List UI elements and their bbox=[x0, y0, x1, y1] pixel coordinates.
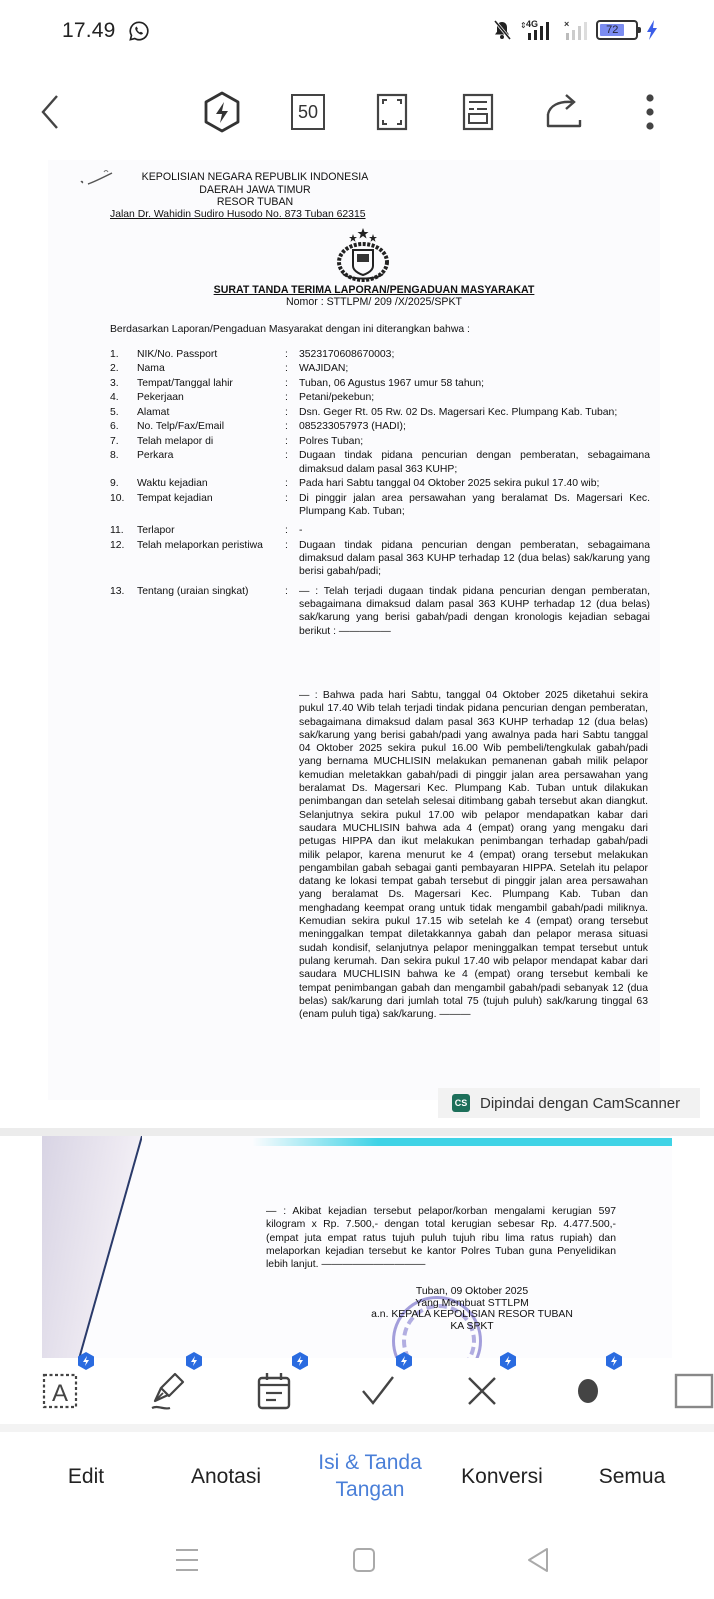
svg-text:⇕: ⇕ bbox=[520, 21, 527, 30]
field-row: 9. Waktu kejadian : Pada hari Sabtu tanggal 04 Oktober 2025 sekira pukul 17.40 wib; bbox=[110, 478, 600, 490]
svg-text:4G: 4G bbox=[526, 19, 539, 29]
sign-on-behalf: a.n. KEPALA KEPOLISIAN RESOR TUBAN bbox=[371, 1309, 573, 1320]
document-number: Nomor : STTLPM/ 209 /X/2025/SPKT bbox=[285, 296, 463, 308]
dot-icon bbox=[576, 1377, 600, 1405]
camscanner-logo-icon: CS bbox=[452, 1094, 470, 1112]
sign-role: Yang Membuat STTLPM bbox=[415, 1297, 529, 1309]
watermark-text: Dipindai dengan CamScanner bbox=[480, 1094, 681, 1112]
page-layout-icon bbox=[462, 93, 494, 131]
back-triangle-icon bbox=[525, 1546, 551, 1574]
document-page-1[interactable] bbox=[48, 160, 660, 1100]
letterhead-line-2: DAERAH JAWA TIMUR bbox=[199, 183, 311, 196]
letterhead bbox=[130, 171, 380, 209]
back-button[interactable] bbox=[28, 90, 72, 134]
section-divider bbox=[0, 1424, 714, 1432]
mute-icon bbox=[492, 19, 512, 41]
field-row: 8. Perkara : Dugaan tindak pidana pencurian dengan pemberatan, sebagaimana dimaksud dalam pasal 363 KUHP; bbox=[110, 450, 650, 475]
field-row: 5. Alamat : Dsn. Geger Rt. 05 Rw. 02 Ds. Magersari Kec. Plumpang Kab. Tuban; bbox=[110, 406, 618, 418]
scan-edge-highlight bbox=[252, 1138, 672, 1146]
system-back-button[interactable] bbox=[518, 1542, 558, 1578]
svg-text:A: A bbox=[51, 1380, 69, 1407]
field-row: 4. Pekerjaan : Petani/pekebun; bbox=[110, 392, 375, 404]
cross-tool[interactable] bbox=[454, 1366, 510, 1416]
tab-edit[interactable]: Edit bbox=[67, 1464, 105, 1488]
calendar-icon bbox=[256, 1371, 292, 1411]
share-button[interactable] bbox=[542, 90, 586, 134]
document-title: SURAT TANDA TERIMA LAPORAN/PENGADUAN MASYARAKAT bbox=[213, 284, 535, 296]
document-page-2[interactable] bbox=[42, 1136, 672, 1360]
rectangle-icon bbox=[672, 1371, 714, 1411]
battery-level: 72 bbox=[600, 24, 624, 36]
sign-date: Tuban, 09 Oktober 2025 bbox=[415, 1286, 529, 1297]
text-box-icon bbox=[42, 1372, 78, 1410]
home-button[interactable] bbox=[344, 1542, 384, 1578]
checkmark-tool[interactable] bbox=[350, 1366, 406, 1416]
system-navigation-bar bbox=[0, 1520, 714, 1599]
cross-icon bbox=[466, 1375, 498, 1407]
tab-fill-sign[interactable]: Isi & Tanda Tangan bbox=[318, 1451, 422, 1501]
signature-tool[interactable] bbox=[140, 1366, 196, 1416]
more-vertical-icon bbox=[645, 93, 655, 131]
signal-icon bbox=[520, 18, 554, 42]
view-mode-button[interactable] bbox=[456, 90, 500, 134]
status-time: 17.49 bbox=[62, 19, 116, 42]
field-row: 13. Tentang (uraian singkat) : — : Telah terjadi dugaan tindak pidana pencurian dengan pemberatan, sebagaimana dimaksud dalam pasal 363 KUHP terhadap 12 (dua belas) sak/karung yang berisi gabah/padi dengan kronologis kejadian sebagai berikut : ————— bbox=[110, 585, 650, 637]
more-options-button[interactable] bbox=[628, 90, 672, 134]
loss-statement: — : Akibat kejadian tersebut pelapor/korban mengalami kerugian 597 kilogram x Rp. 7.500,- dengan total kerugian sebesar Rp. 4.477.500,- (empat juta empat ratus tujuh puluh tujuh ribu lima ratus rupiah) dan melaporkan kejadian tersebut ke kantor Polres Tuban guna Penyelidikan lebih lanjut. —————————— bbox=[266, 1206, 616, 1271]
charging-icon bbox=[646, 19, 658, 41]
field-row: 2. Nama : WAJIDAN; bbox=[110, 363, 349, 375]
dot-tool[interactable] bbox=[560, 1366, 616, 1416]
document-viewer[interactable] bbox=[0, 160, 714, 1360]
letterhead-address: Jalan Dr. Wahidin Sudiro Husodo No. 873 Tuban 62315 bbox=[110, 209, 366, 220]
field-row: 6. No. Telp/Fax/Email : 085233057973 (HADI); bbox=[110, 421, 406, 433]
tab-convert[interactable]: Konversi bbox=[461, 1464, 543, 1488]
share-icon bbox=[544, 92, 584, 132]
bottom-tab-bar bbox=[0, 1432, 714, 1520]
field-row: 1. NIK/No. Passport : 3523170608670003; bbox=[110, 349, 395, 360]
field-row: 12. Telah melaporkan peristiwa : Dugaan tindak pidana pencurian dengan pemberatan, sebagaimana dimaksud dalam pasal 363 KUHP terhadap 12 (dua belas) sak/karung yang berisi gabah/padi; bbox=[110, 539, 650, 578]
letterhead-line-1: KEPOLISIAN NEGARA REPUBLIK INDONESIA bbox=[141, 171, 369, 183]
signature-block bbox=[342, 1286, 602, 1332]
checkmark-icon bbox=[360, 1373, 396, 1409]
report-fields bbox=[110, 348, 650, 639]
page-separator bbox=[0, 1128, 714, 1136]
svg-text:×: × bbox=[564, 19, 570, 29]
field-row: 10. Tempat kejadian : Di pinggir jalan area persawahan yang beralamat Ds. Magersari Kec. Plumpang Kab. Tuban; bbox=[110, 492, 650, 517]
top-toolbar bbox=[0, 80, 714, 144]
lightning-hexagon-icon bbox=[203, 91, 241, 133]
status-bar bbox=[0, 0, 714, 62]
paper-fold-edge bbox=[42, 1136, 142, 1360]
date-tool[interactable] bbox=[246, 1366, 302, 1416]
sign-title: KA SPKT bbox=[450, 1320, 494, 1332]
zoom-level-button[interactable] bbox=[286, 90, 330, 134]
camscanner-watermark bbox=[438, 1088, 700, 1118]
menu-lines-icon bbox=[174, 1547, 200, 1573]
field-row: 7. Telah melapor di : Polres Tuban; bbox=[110, 435, 364, 447]
police-emblem-icon bbox=[333, 226, 393, 284]
fit-page-button[interactable] bbox=[370, 90, 414, 134]
zoom-level: 50 bbox=[291, 94, 325, 130]
field-row: 11. Terlapor : - bbox=[110, 525, 303, 537]
battery-icon bbox=[596, 20, 638, 40]
fit-page-icon bbox=[376, 93, 408, 131]
text-box-tool[interactable] bbox=[32, 1366, 88, 1416]
recent-apps-button[interactable] bbox=[167, 1542, 207, 1578]
tab-annotation[interactable]: Anotasi bbox=[190, 1464, 262, 1488]
rectangle-tool[interactable] bbox=[672, 1366, 714, 1416]
no-signal-icon bbox=[562, 18, 588, 42]
handwritten-mark bbox=[78, 168, 118, 190]
document-intro: Berdasarkan Laporan/Pengaduan Masyarakat dengan ini diterangkan bahwa : bbox=[110, 324, 470, 335]
fill-sign-tools bbox=[0, 1358, 714, 1424]
premium-tools-button[interactable] bbox=[200, 90, 244, 134]
incident-narrative: — : Bahwa pada hari Sabtu, tanggal 04 Oktober 2025 diketahui sekira pukul 17.40 Wib telah terjadi tindak pidana pencurian dengan pemberatan, sebagaimana dimaksud dalam pasal 363 KUHP terhadap 12 (dua belas) sak/karung yang berisi gabah/padi yang awalnya pada hari Sabtu tanggal 04 Oktober 2025 sekira pukul 16.00 Wib pembeli/tengkulak gabah/padi yang bernama MUCHLISIN melakukan pemanenan gabah milik pelapor kemudian meletakkan gabah/padi di pinggir jalan area persawahan yang beralamat Ds. Magersari Kec. Plumpang Kab. Tuban untuk dilakukan penimbangan dan setelah selesai ditimbang gabah tersebut akan diangkut. Selanjutnya sekira pukul 17.00 wib pelapor mendapatkan kabar dari saudara MUCHLISIN bahwa ada 4 (empat) orang yang mengaku dari petugas HIPPA dan ikut melakukan penimbangan terhadap gabah/padi milik pelapor, karena menurut ke 4 (empat) orang tersebut melakukan pengambilan gabah sebagai ganti pembayaran HIPPA. Setelah itu pelapor datang ke lokasi tempat gabah tersebut di pinggir jalan area persawahan yang beralamat Ds. Magersari Kec. Plumpang Kab. Tuban dan menghadang keempat orang untuk tidak mengambil gabah/padi miliknya. Kemudian sekira pukul 17.15 wib setelah ke 4 (empat) orang tersebut meninggalkan tempat diletakkannya gabah dan pelapor merasa situasi sudah kondisif, selanjutnya pelapor meninggalkan tempat tersebut untuk pulang kerumah. Dan sekira pukul 17.40 wib pelapor mendapat kabar dari saudara MUCHLISIN bahwa ke 4 (empat) orang tersebut kembali ke tempat penimbangan gabah dan mengambil gabah/padi sebanyak 12 (dua belas) sak/karung dari jumlah total 75 (tujuh puluh) sak/karung tinggal 63 (enam puluh tiga) sak/karung. ——— bbox=[299, 690, 648, 1021]
pen-signature-icon bbox=[149, 1371, 187, 1411]
home-square-icon bbox=[351, 1546, 377, 1574]
back-chevron-icon bbox=[37, 92, 63, 132]
status-icons bbox=[492, 18, 658, 42]
whatsapp-icon bbox=[128, 20, 150, 42]
field-row: 3. Tempat/Tanggal lahir : Tuban, 06 Agustus 1967 umur 58 tahun; bbox=[110, 377, 485, 389]
letterhead-line-3: RESOR TUBAN bbox=[216, 196, 294, 208]
tab-all[interactable]: Semua bbox=[598, 1464, 666, 1488]
